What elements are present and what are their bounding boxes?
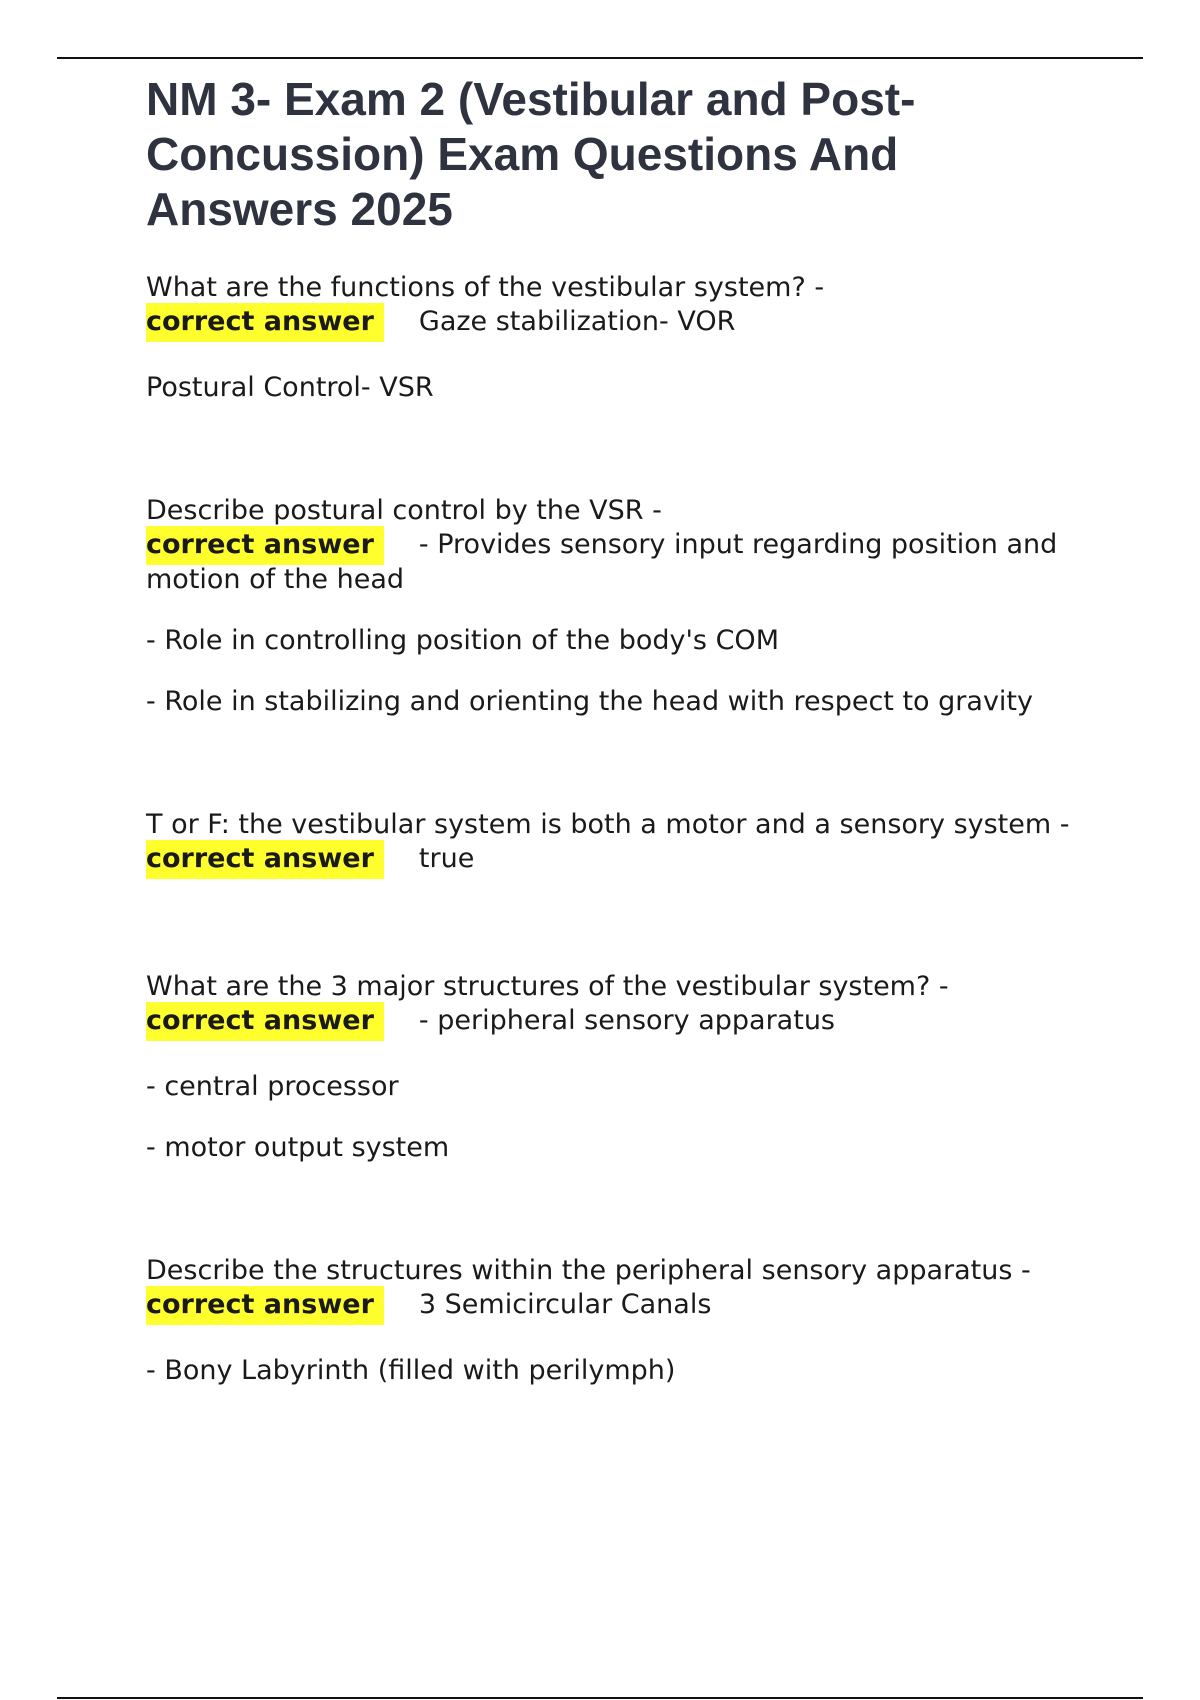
answer-extra-line: - Role in stabilizing and orienting the head with respect to gravity <box>146 686 1033 717</box>
top-rule <box>57 57 1143 59</box>
answer-line <box>146 303 1086 342</box>
qa-item <box>146 496 1086 717</box>
answer-label: correct answer <box>146 526 384 565</box>
answer-line <box>146 526 1086 595</box>
qa-item <box>146 1256 1086 1386</box>
answer-line <box>146 840 1086 879</box>
qa-item <box>146 273 1086 403</box>
question-text: Describe the structures within the peripheral sensory apparatus - <box>146 1255 1031 1286</box>
answer-label: correct answer <box>146 303 384 342</box>
answer-extra-line: Postural Control- VSR <box>146 372 434 403</box>
document-title: NM 3- Exam 2 (Vestibular and Post-Concussion) Exam Questions And Answers 2025 <box>146 73 916 235</box>
question-text: What are the 3 major structures of the vestibular system? - <box>146 971 949 1002</box>
answer-text: true <box>418 843 475 874</box>
answer-label: correct answer <box>146 1002 384 1041</box>
answer-line <box>146 1286 1086 1325</box>
answer-label: correct answer <box>146 1286 384 1325</box>
answer-text: - Provides sensory input regarding position and motion of the head <box>146 529 1058 595</box>
answer-line <box>146 1002 1086 1041</box>
question-text: Describe postural control by the VSR - <box>146 495 662 526</box>
document-body <box>146 72 1086 1386</box>
question-text: What are the functions of the vestibular system? - <box>146 272 825 303</box>
qa-item <box>146 972 1086 1163</box>
answer-extra-line: - central processor <box>146 1071 399 1102</box>
question-text: T or F: the vestibular system is both a motor and a sensory system - <box>146 809 1070 840</box>
answer-text: - peripheral sensory apparatus <box>418 1005 835 1036</box>
answer-extra-line: - Role in controlling position of the body's COM <box>146 625 779 656</box>
answer-text: 3 Semicircular Canals <box>418 1289 712 1320</box>
bottom-rule <box>57 1697 1143 1699</box>
qa-item <box>146 810 1086 879</box>
answer-text: Gaze stabilization- VOR <box>418 306 736 337</box>
answer-extra-line: - motor output system <box>146 1132 450 1163</box>
answer-label: correct answer <box>146 840 384 879</box>
answer-extra-line: - Bony Labyrinth (filled with perilymph) <box>146 1355 676 1386</box>
